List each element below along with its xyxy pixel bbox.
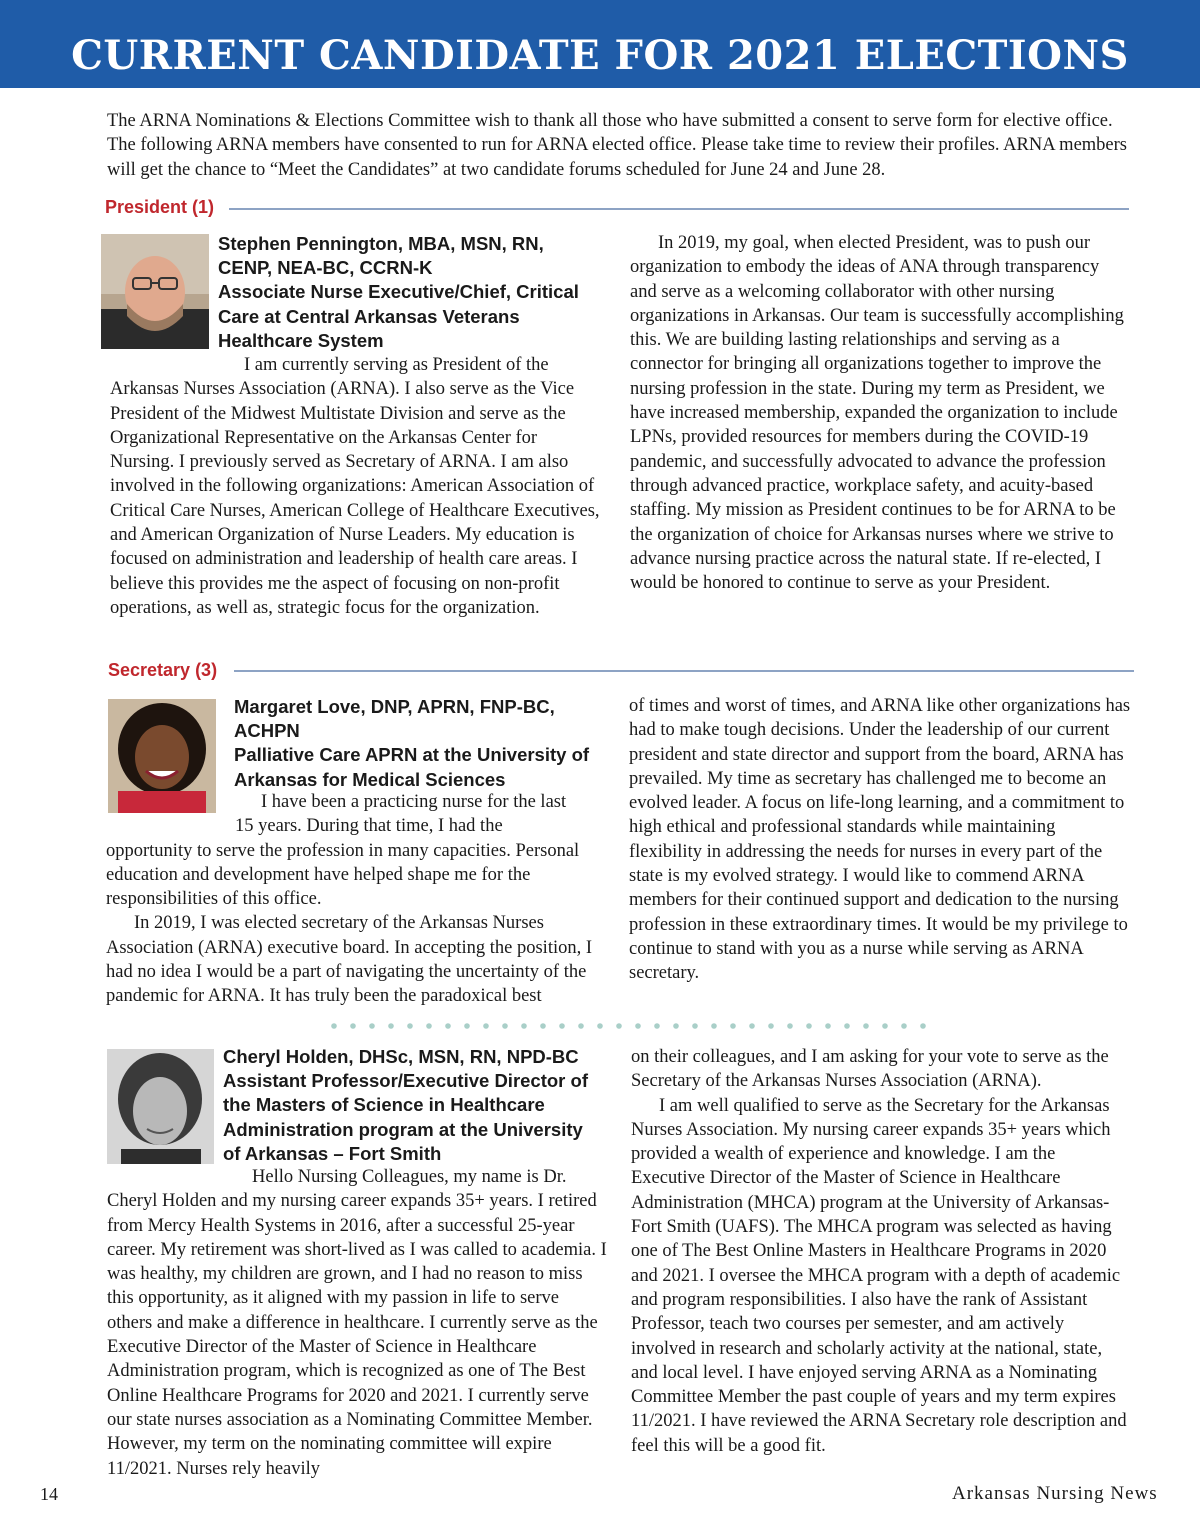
cheryl-holden-right-column: [631, 1045, 1131, 1458]
candidate-name: Stephen Pennington, MBA, MSN, RN,: [218, 233, 544, 254]
candidate-credentials: ACHPN: [234, 720, 300, 742]
cheryl-holden-left-column: [107, 1165, 607, 1481]
secretary-section-rule: [234, 670, 1134, 672]
president-candidate-heading: [218, 232, 608, 353]
margaret-love-right-column: [629, 694, 1131, 986]
president-section-label: President (1): [105, 197, 215, 217]
margaret-intro-line: I have been a practicing nurse for the last: [261, 792, 567, 812]
candidate-title: Healthcare System: [218, 329, 384, 351]
publication-name: Arkansas Nursing News: [952, 1483, 1158, 1504]
president-left-column: [110, 353, 605, 620]
margaret-intro-line: 15 years. During that time, I had the: [235, 816, 503, 837]
margaret-paragraph: In 2019, I was elected secretary of the Arkansas Nurses Association (ARNA) executive board. In accepting the position, I had no idea I would be a part of navigating the uncertainty of the pandemic for ARNA. It has truly been the paradoxical best: [106, 913, 593, 1007]
page-title: CURRENT CANDIDATE FOR 2021 ELECTIONS: [71, 32, 1129, 79]
cheryl-paragraph: on their colleagues, and I am asking for your vote to serve as the Secretary of the Arkansas Nurses Association (ARNA).: [631, 1047, 1109, 1092]
president-left-paragraph: I am currently serving as President of the Arkansas Nurses Association (ARNA). I also serve as the Vice President of the Midwest Multistate Division and serve as the Organizational Representative on the Arkansas Center for Nursing. I previously served as Secretary of ARNA. I am also involved in the following organizations: American Association of Critical Care Nurses, American College of Healthcare Executives, and American Organization of Nurse Leaders. My education is focused on administration and leadership of health care areas. I believe this provides me the aspect of focusing on non-profit operations, as well as, strategic focus for the organization.: [110, 355, 600, 618]
president-right-paragraph: In 2019, my goal, when elected President, was to push our organization to embody the ideas of ANA through transparency and serve as a welcoming collaborator with other nursing organizations in Arkansas. Our team is successfully accomplishing this. We are building lasting relationships and serving as a connector for bringing all organizations together to improve the nursing profession in the state. During my term as President, we have increased membership, expanded the organization to include LPNs, provided resources for members during the COVID-19 pandemic, and successfully advocated to advance the profession through advanced practice, workplace safety, and acuity-based staffing. My mission as President continues to be for ARNA to be the organization of choice for Arkansas nurses where we strive to advance nursing practice across the natural state. If re-elected, I would be honored to continue to serve as your President.: [630, 233, 1124, 594]
stephen-pennington-photo: [101, 234, 209, 349]
candidate-title: the Masters of Science in Healthcare: [223, 1094, 545, 1116]
cheryl-paragraph: I am well qualified to serve as the Secretary for the Arkansas Nurses Association. My nursing career expands 35+ years which provided a wealth of experience and knowledge. I am the Executive Director of the Master of Science in Healthcare Administration (MHCA) program at the University of Arkansas-Fort Smith (UAFS). The MHCA program was selected as having one of The Best Online Masters in Healthcare Programs in 2020 and 2021. I oversee the MHCA program with a depth of academic and program responsibilities. I also have the rank of Assistant Professor, teach two courses per semester, and am actively involved in research and scholarly activity at the national, state, and local level. I have enjoyed serving ARNA as a Nominating Committee Member the past couple of years and my term expires 11/2021. I have reviewed the ARNA Secretary role description and feel this will be a good fit.: [631, 1095, 1127, 1456]
candidate-title: Palliative Care APRN at the University of: [234, 744, 590, 766]
secretary-section-label: Secretary (3): [108, 660, 218, 680]
candidate-title: Care at Central Arkansas Veterans: [218, 305, 520, 327]
cheryl-holden-heading: [223, 1045, 618, 1166]
candidate-title: Assistant Professor/Executive Director of: [223, 1070, 588, 1092]
candidate-title: Administration program at the University: [223, 1118, 583, 1140]
page-number: 14: [40, 1484, 58, 1504]
candidate-name: Cheryl Holden, DHSc, MSN, RN, NPD-BC: [223, 1046, 579, 1067]
candidate-name: Margaret Love, DNP, APRN, FNP-BC,: [234, 696, 555, 717]
margaret-paragraph: opportunity to serve the profession in many capacities. Personal education and development have helped shape me for the responsibilities of this office.: [106, 840, 580, 910]
candidate-title: Arkansas for Medical Sciences: [234, 768, 506, 790]
cheryl-holden-photo: [107, 1049, 214, 1164]
intro-paragraph: The ARNA Nominations & Elections Committee wish to thank all those who have submitted a consent to serve form for elective office. The following ARNA members have consented to run for ARNA elected office. Please take time to review their profiles. ARNA members will get the chance to “Meet the Candidates” at two candidate forums scheduled for June 24 and June 28.: [107, 111, 1127, 180]
margaret-love-left-column: [106, 790, 611, 1009]
margaret-love-heading: [234, 695, 614, 792]
margaret-paragraph: of times and worst of times, and ARNA like other organizations has had to make tough decisions. Under the leadership of our current president and state director and support from the board, ARNA has prevailed. My time as secretary has challenged me to become an evolved leader. A focus on life-long learning, and a commitment to high ethical and professional standards while maintaining flexibility in addressing the needs for nurses in every part of the state is my evolved strategy. I would like to commend ARNA members for their continued support and dedication to the nursing profession in these extraordinary times. It would be my privilege to continue to stand with you as a nurse while serving as ARNA secretary.: [629, 696, 1131, 984]
candidate-credentials: CENP, NEA-BC, CCRN-K: [218, 257, 433, 279]
candidate-title: Associate Nurse Executive/Chief, Critical: [218, 281, 579, 303]
candidate-title: of Arkansas – Fort Smith: [223, 1142, 442, 1164]
dotted-separator: [330, 1022, 940, 1030]
cheryl-paragraph: Hello Nursing Colleagues, my name is Dr. Cheryl Holden and my nursing career expands 35+ years. I retired from Mercy Health Systems in 2016, after a successful 25-year career. My retirement was short-lived as I was called to academia. I was healthy, my children are grown, and I had no reason to miss this opportunity, as it aligned with my passion in life to serve others and make a difference in healthcare. I currently serve as the Executive Director of the Master of Science in Healthcare Administration program, which is recognized as one of The Best Online Healthcare Programs for 2020 and 2021. I currently serve our state nurses association as a Nominating Committee Member. However, my term on the nominating committee will expire 11/2021. Nurses rely heavily: [107, 1167, 607, 1479]
president-right-column: [630, 231, 1130, 595]
president-section-rule: [229, 208, 1129, 210]
header-banner: [0, 0, 1200, 88]
